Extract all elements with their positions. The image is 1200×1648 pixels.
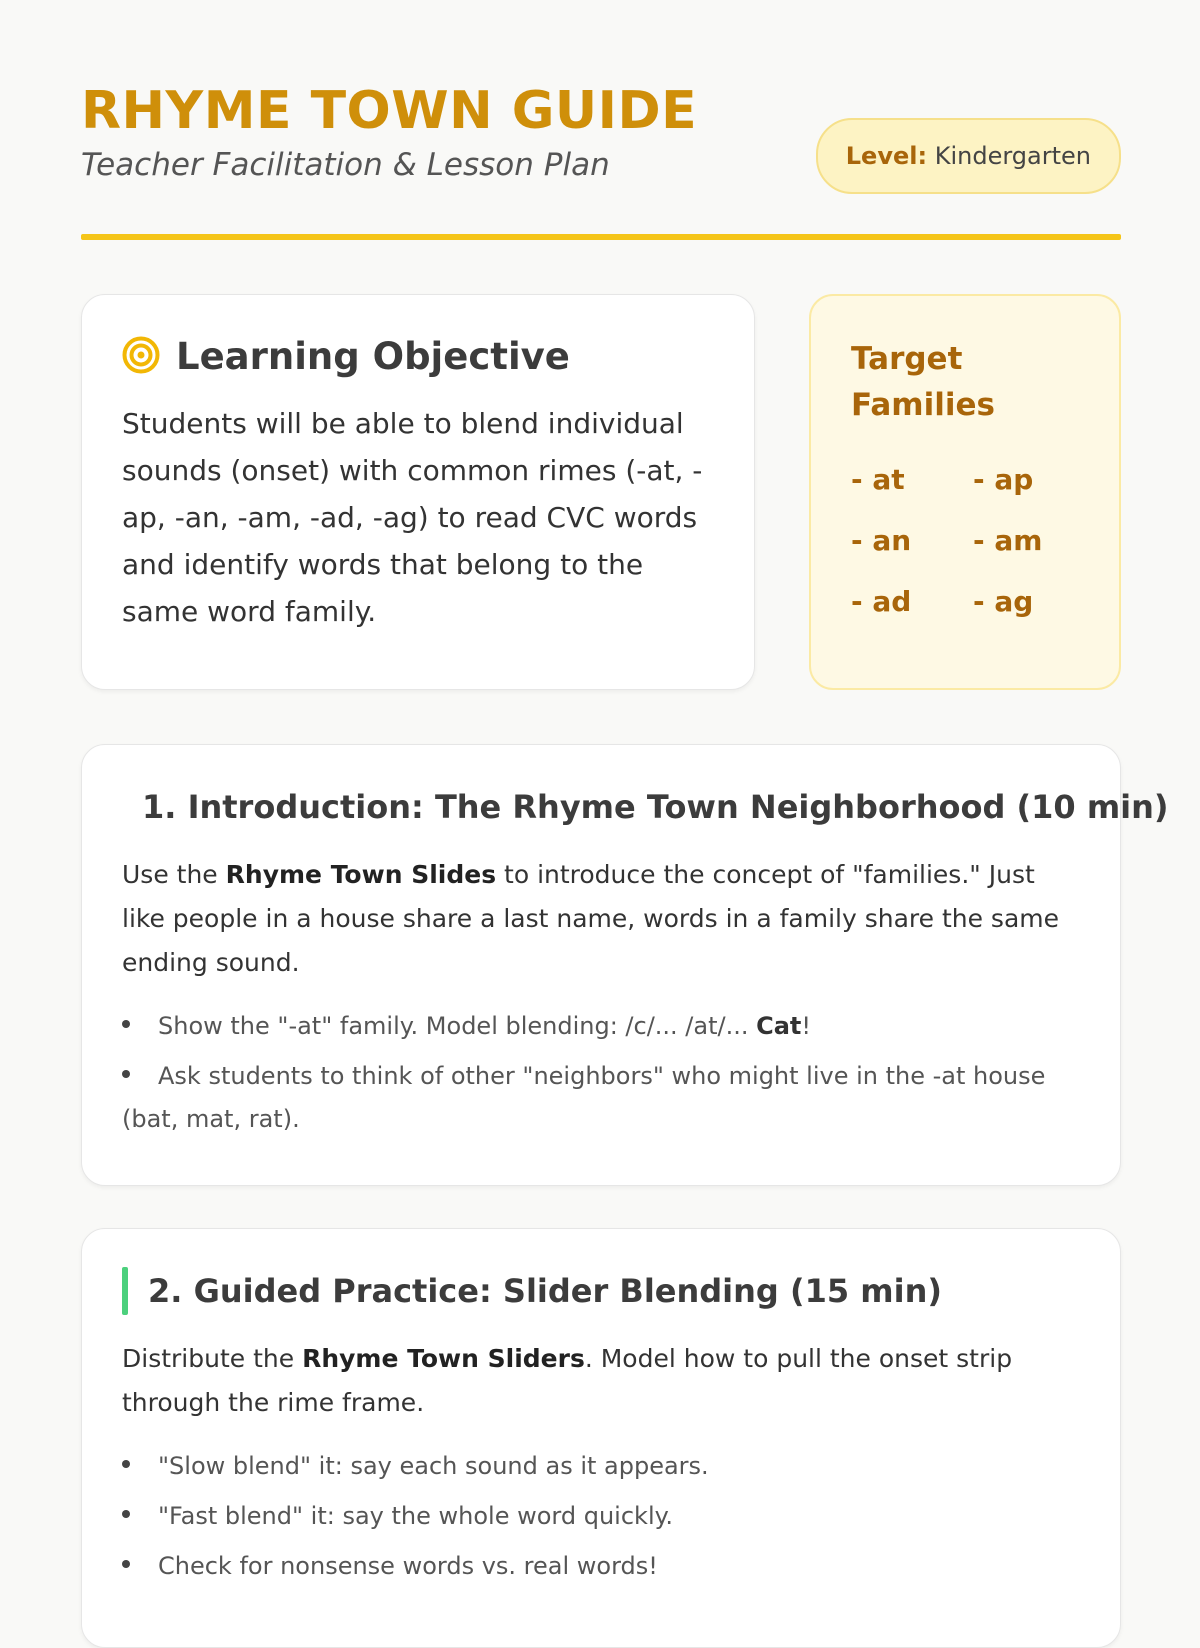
section-text: Use the Rhyme Town Slides to introduce the concept of "families." Just like people in a house share a last name, words in a family share the same ending sound. <box>122 860 1060 977</box>
level-badge <box>816 118 1121 194</box>
family-item: - ap <box>973 463 1034 496</box>
section-text: Distribute the Rhyme Town Sliders. Model how to pull the onset strip through the rime frame. <box>122 1344 1013 1417</box>
families-title: Target Families <box>851 341 995 423</box>
section-bullets <box>122 1005 1080 1141</box>
section-guided-practice <box>81 1228 1121 1648</box>
family-item: - an <box>851 524 912 557</box>
page-header <box>81 80 1121 184</box>
family-item: - at <box>851 463 905 496</box>
target-families-card <box>809 294 1121 690</box>
family-item: - ag <box>973 585 1034 618</box>
families-grid <box>851 460 1079 622</box>
level-value: Kindergarten <box>934 142 1091 170</box>
list-item: Show the "-at" family. Model blending: /c/... /at/... Cat! <box>122 1005 1080 1048</box>
section-introduction <box>81 744 1169 1186</box>
page-subtitle: Teacher Facilitation & Lesson Plan <box>81 147 610 183</box>
objective-card <box>81 294 755 690</box>
family-item: - ad <box>851 585 912 618</box>
page-title: RHYME TOWN GUIDE <box>81 81 698 141</box>
level-label: Level: <box>845 142 928 170</box>
list-item: "Fast blend" it: say the whole word quickly. <box>122 1495 1080 1538</box>
objective-text: Students will be able to blend individual sounds (onset) with common rimes (-at, -ap, -an, -am, -ad, -ag) to read CVC words and identify words that belong to the same word family. <box>122 407 703 628</box>
list-item: Check for nonsense words vs. real words! <box>122 1545 1080 1588</box>
section-bullets <box>122 1445 1080 1588</box>
list-item: Ask students to think of other "neighbors" who might live in the -at house (bat, mat, rat). <box>122 1062 1046 1133</box>
section-accent-bar <box>122 1267 128 1315</box>
header-divider <box>81 234 1121 240</box>
list-item: "Slow blend" it: say each sound as it appears. <box>122 1445 1080 1488</box>
objective-title: Learning Objective <box>176 335 570 378</box>
family-item: - am <box>973 524 1043 557</box>
section-title: 2. Guided Practice: Slider Blending (15 min) <box>148 1272 942 1310</box>
target-icon <box>122 336 160 378</box>
section-title: 1. Introduction: The Rhyme Town Neighborhood (10 min) <box>142 788 1169 826</box>
